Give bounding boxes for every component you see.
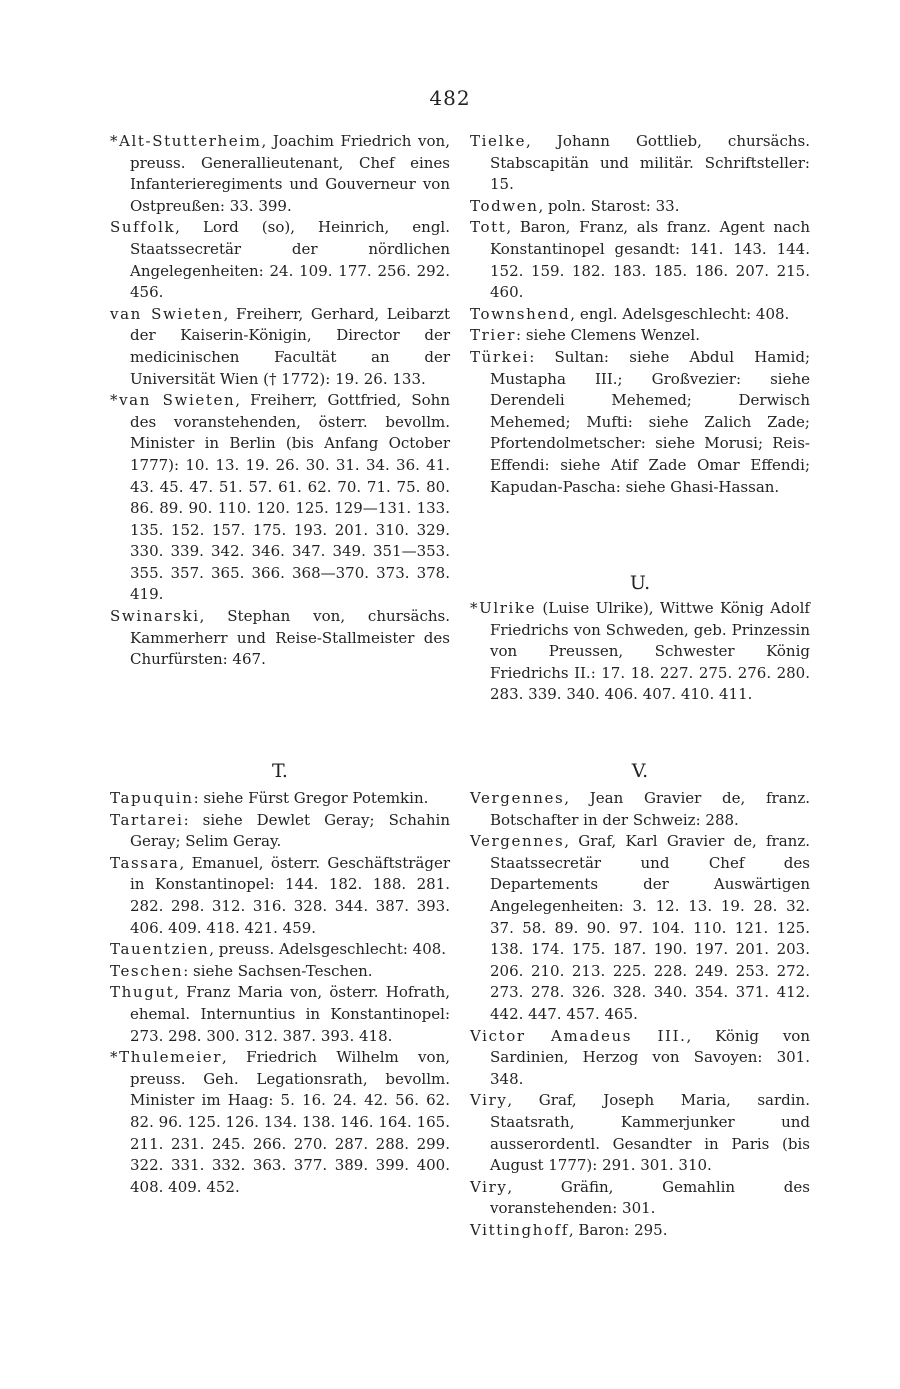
entry-headword: Tapuquin [110, 789, 194, 807]
entry-text: , Jean Gravier de, franz. Botschafter in der Schweiz: 288. [490, 789, 810, 829]
entry-headword: *Ulrike [470, 599, 537, 617]
index-entry [110, 982, 450, 1047]
entry-headword: *Thulemeier [110, 1048, 223, 1067]
entry-headword: Vergennes [470, 832, 565, 851]
index-entry [110, 1047, 450, 1198]
entry-text: , poln. Starost: 33. [538, 196, 680, 215]
entry-text: : Sultan: siehe Abdul Hamid; Mustapha III.; Großvezier: siehe Derendeli Mehemed; Derwisch Mehemed; Mufti: siehe Zalich Zade; Pfortendolmetscher: siehe Morusi; Reis-Effendi: siehe Atif Zade Omar Effendi; Kapudan-Pascha: siehe Ghasi-Hassan. [490, 347, 810, 496]
entry-text: : siehe Sachsen-Teschen. [183, 961, 373, 980]
entry-text: : siehe Fürst Gregor Potemkin. [193, 789, 429, 807]
entry-text: , Graf, Joseph Maria, sardin. Staatsrath, Kammerjunker und ausserordentl. Gesandter in Paris (bis August 1777): 291. 301. 310. [490, 1091, 810, 1175]
index-entry [470, 598, 810, 706]
entry-text: , Friedrich Wilhelm von, preuss. Geh. Legationsrath, bevollm. Minister im Haag: 5. 16. 24. 42. 56. 62. 82. 96. 125. 126. 134. 138. 146. 164. 165. 211. 231. 245. 266. 270. 287. 288. 299. 322. 331. 332. 363. 377. 389. 399. 400. 408. 409. 452. [130, 1048, 450, 1196]
index-entry [470, 1026, 810, 1091]
entry-headword: *van Swieten [110, 391, 236, 410]
index-entry [470, 788, 810, 831]
entry-headword: Tielke [470, 132, 527, 150]
entry-text: , Freiherr, Gottfried, Sohn des voranstehenden, österr. bevollm. Minister in Berlin (bis Anfang October 1777): 10. 13. 19. 26. 30. 31. 34. 36. 41. 43. 45. 47. 51. 57. 61. 62. 70. 71. 75. 80. 86. 89. 90. 110. 120. 125. 129—131. 133. 135. 152. 157. 175. 193. 201. 310. 329. 330. 339. 342. 346. 347. 349. 351—353. 355. 357. 365. 366. 368—370. 373. 378. 419. [130, 391, 450, 604]
index-entry [470, 1220, 810, 1242]
index-entry [110, 810, 450, 853]
entry-headword: Suffolk [110, 218, 176, 237]
entry-text: , Franz Maria von, österr. Hofrath, ehemal. Internuntius in Konstantinopel: 273. 298. 300. 312. 387. 393. 418. [130, 983, 450, 1045]
entry-headword: Trier [470, 326, 517, 345]
index-entry [110, 939, 450, 961]
entry-headword: Tauentzien [110, 940, 210, 959]
entry-headword: Thugut [110, 983, 175, 1002]
entry-headword: Tott [470, 218, 507, 237]
entry-text: , König von Sardinien, Herzog von Savoyen: 301. 348. [490, 1026, 810, 1088]
entry-headword: Türkei [470, 347, 530, 366]
index-entry [110, 217, 450, 303]
entry-text: , engl. Adelsgeschlecht: 408. [570, 304, 790, 323]
entry-text: , preuss. Adelsgeschlecht: 408. [209, 940, 447, 959]
entry-headword: Swinarski [110, 607, 200, 626]
index-entry [470, 217, 810, 303]
entry-headword: Vergennes [470, 789, 565, 807]
index-entry [470, 325, 810, 347]
page-number: 482 [429, 86, 471, 110]
entry-headword: Viry [470, 1177, 508, 1196]
entry-text: (Luise Ulrike), Wittwe König Adolf Friedrichs von Schweden, geb. Prinzessin von Preussen, Schwester König Friedrichs II.: 17. 18. 227. 275. 276. 280. 283. 339. 340. 406. 407. 410. 411. [490, 599, 810, 704]
entry-text: : siehe Dewlet Geray; Schahin Geray; Selim Geray. [130, 810, 450, 851]
entry-text: , Johann Gottlieb, chursächs. Stabscapitän und militär. Schriftsteller: 15. [490, 132, 810, 194]
entry-headword: Teschen [110, 961, 184, 980]
entry-headword: *Alt-Stutterheim [110, 132, 262, 150]
right-column-mid [470, 598, 810, 706]
section-heading-v: V. [631, 760, 649, 782]
entry-headword: Vittinghoff [470, 1220, 569, 1239]
entry-text: , Freiherr, Gerhard, Leibarzt der Kaiserin-Königin, Director der medicinischen Facultät an der Universität Wien († 1772): 19. 26. 133. [130, 304, 450, 388]
entry-text: , Lord (so), Heinrich, engl. Staatssecretär der nördlichen Angelegenheiten: 24. 109. 177. 256. 292. 456. [130, 218, 450, 302]
entry-text: , Emanuel, österr. Geschäftsträger in Konstantinopel: 144. 182. 188. 281. 282. 298. 312. 316. 328. 344. 387. 393. 406. 409. 418. 421. 459. [130, 853, 450, 937]
entry-headword: Townshend [470, 304, 571, 323]
index-entry [470, 304, 810, 326]
entry-text: , Baron, Franz, als franz. Agent nach Konstantinopel gesandt: 141. 143. 144. 152. 159. 182. 183. 185. 186. 207. 215. 460. [490, 218, 810, 302]
section-heading-u: U. [629, 572, 651, 594]
entry-text: , Stephan von, chursächs. Kammerherr und Reise-Stallmeister des Churfürsten: 467. [130, 607, 450, 669]
index-entry [470, 1177, 810, 1220]
entry-headword: van Swieten [110, 304, 224, 323]
index-entry [470, 831, 810, 1025]
section-heading-t: T. [272, 760, 288, 782]
left-column-top [110, 131, 450, 671]
index-entry [110, 131, 450, 217]
entry-headword: Todwen [470, 196, 539, 215]
entry-text: , Graf, Karl Gravier de, franz. Staatssecretär und Chef des Departements der Auswärtigen Angelegenheiten: 3. 12. 13. 19. 28. 32. 37. 58. 89. 90. 97. 104. 110. 121. 125. 138. 174. 175. 187. 190. 197. 201. 203. 206. 210. 213. 225. 228. 249. 253. 272. 273. 278. 326. 328. 340. 354. 371. 412. 442. 447. 457. 465. [490, 832, 810, 1023]
entry-headword: Victor Amadeus III. [470, 1026, 687, 1045]
index-entry [470, 131, 810, 196]
entry-headword: Viry [470, 1091, 508, 1110]
entry-headword: Tartarei [110, 810, 184, 829]
entry-text: , Gräfin, Gemahlin des voranstehenden: 301. [490, 1177, 810, 1218]
entry-text: , Baron: 295. [568, 1220, 668, 1239]
entry-text: , Joachim Friedrich von, preuss. Generallieutenant, Chef eines Infanterieregiments und Gouverneur von Ostpreußen: 33. 399. [130, 132, 450, 215]
right-column-bottom [470, 788, 810, 1241]
index-entry [110, 304, 450, 390]
entry-headword: Tassara [110, 853, 180, 872]
index-entry [110, 390, 450, 606]
index-entry [110, 961, 450, 983]
index-entry [110, 788, 450, 810]
right-column-top [470, 131, 810, 498]
index-entry [470, 196, 810, 218]
index-entry [470, 347, 810, 498]
index-entry [110, 606, 450, 671]
index-entry [110, 853, 450, 939]
entry-text: : siehe Clemens Wenzel. [516, 326, 700, 345]
index-entry [470, 1090, 810, 1176]
left-column-bottom [110, 788, 450, 1198]
